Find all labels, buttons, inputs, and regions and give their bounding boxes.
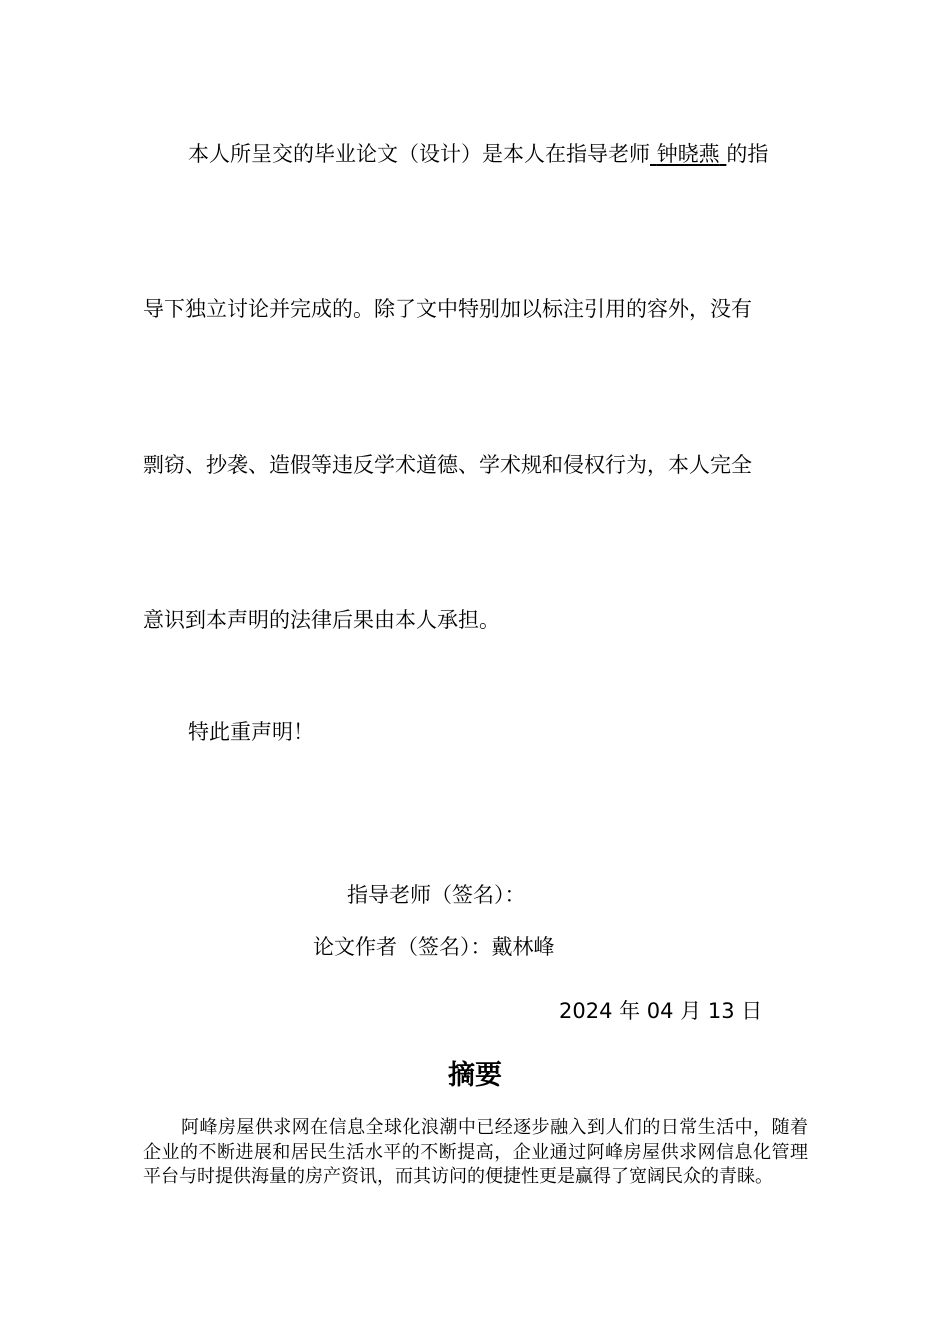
author-signature-label: 论文作者（签名）：: [313, 935, 492, 959]
declaration-line-1-suffix: 的指: [726, 142, 769, 166]
declaration-line-3: 剽窃、抄袭、造假等违反学术道德、学术规和侵权行为，本人完全: [143, 453, 752, 477]
author-name: 戴林峰: [491, 935, 555, 959]
author-signature: [313, 932, 555, 962]
abstract-body: 阿峰房屋供求网在信息全球化浪潮中已经逐步融入到人们的日常生活中，随着企业的不断进展和居民生活水平的不断提高，企业通过阿峰房屋供求网信息化管理平台与时提供海量的房产资讯，而其访问的便捷性更是赢得了宽阔民众的青睐。: [143, 1117, 808, 1187]
declaration-line-2: 导下独立讨论并完成的。除了文中特别加以标注引用的容外，没有: [143, 297, 752, 321]
declaration-closing: 特此重声明！: [188, 720, 314, 744]
advisor-signature-label: 指导老师（签名）：: [347, 883, 526, 907]
declaration-line-1-prefix: 本人所呈交的毕业论文（设计）是本人在指导老师: [188, 142, 650, 166]
declaration-line-4: 意识到本声明的法律后果由本人承担。: [143, 608, 500, 632]
advisor-name: 钟晓燕: [656, 142, 720, 166]
signature-date: 2024 年 04 月 13 日: [559, 999, 763, 1023]
abstract-title: 摘要: [448, 1060, 502, 1091]
declaration-line-1: [143, 139, 858, 169]
